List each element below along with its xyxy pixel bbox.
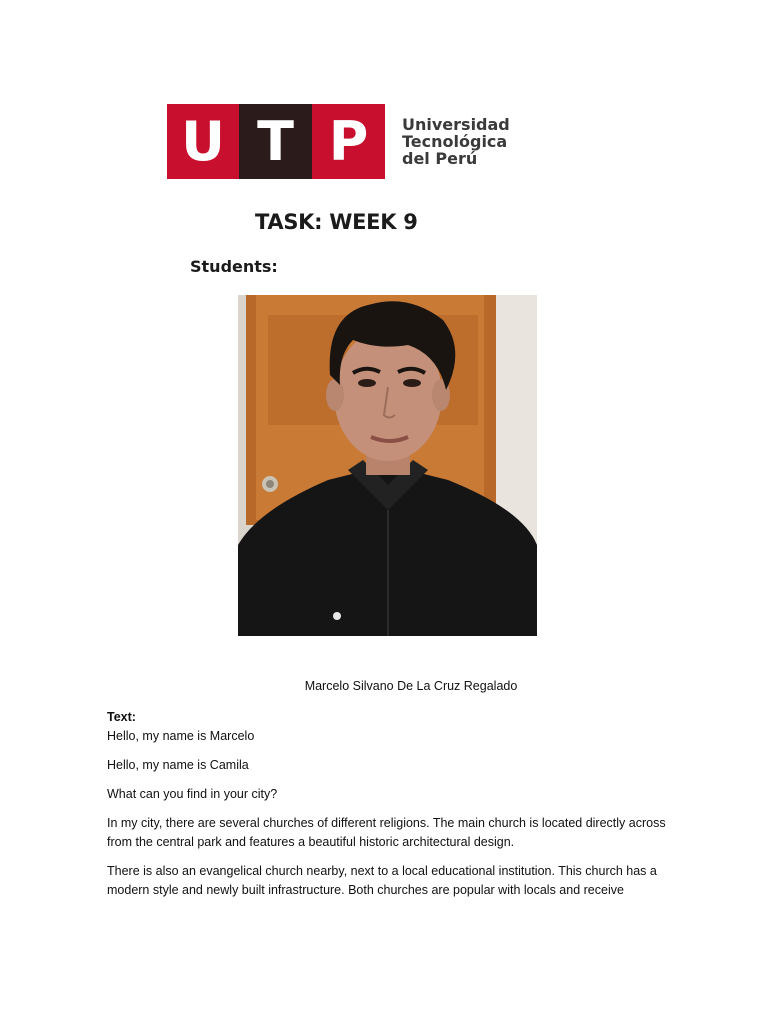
task-title: TASK: WEEK 9 (255, 210, 418, 234)
student-name: Marcelo Silvano De La Cruz Regalado (304, 679, 518, 693)
paragraph: Hello, my name is Camila (107, 758, 249, 772)
logo-letter-t: T (239, 104, 312, 179)
paragraph: There is also an evangelical church nearby, next to a local educational institution. This church has a modern style and newly built infrastructure. Both churches are popular with locals and receive (107, 864, 657, 897)
paragraph: What can you find in your city? (107, 787, 278, 801)
logo-letter-p: P (312, 104, 385, 179)
student-photo (238, 295, 537, 636)
photo-caption (0, 679, 768, 693)
body-text (107, 708, 667, 910)
paragraph: Hello, my name is Marcelo (107, 729, 255, 743)
students-label: Students: (190, 257, 278, 276)
logo-text-line: del Perú (402, 149, 478, 168)
logo-text-line: Universidad (402, 115, 510, 134)
logo-letter-u: U (167, 104, 239, 179)
logo-text-line: Tecnológica (402, 132, 508, 151)
utp-logo-mark (167, 104, 385, 179)
text-label: Text: (107, 710, 136, 724)
logo-wordmark (402, 116, 510, 167)
utp-logo (167, 104, 510, 179)
paragraph: In my city, there are several churches of different religions. The main church is located directly across from the central park and features a beautiful historic architectural design. (107, 816, 666, 849)
